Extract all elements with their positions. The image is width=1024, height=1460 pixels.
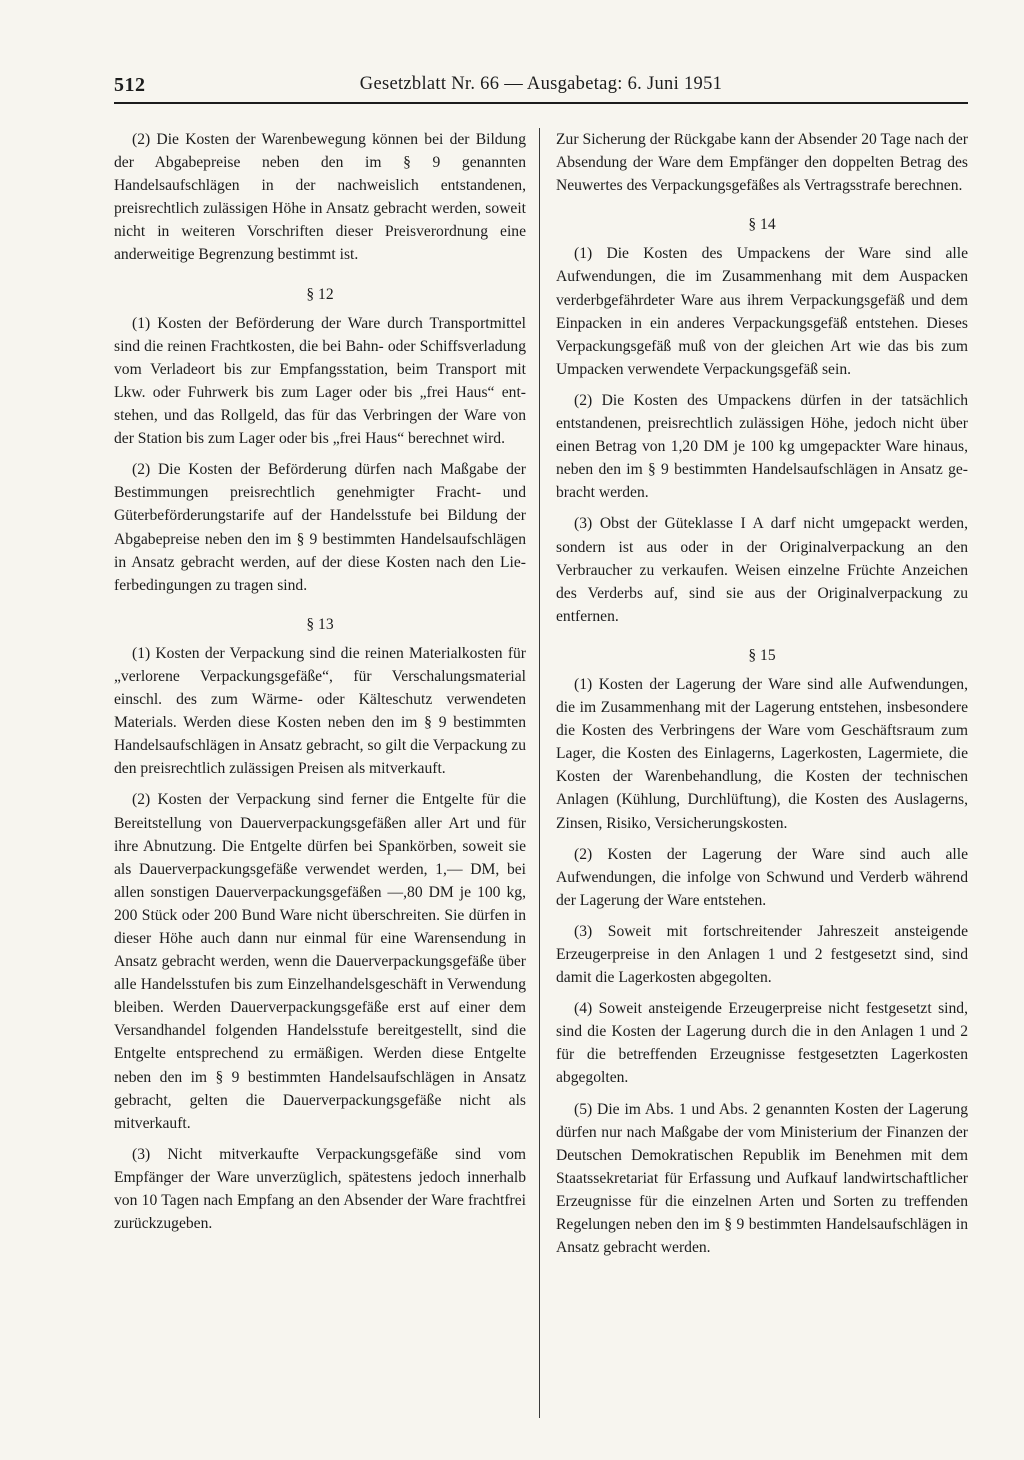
paragraph-s15-4: (4) Soweit ansteigende Erzeugerpreise nicht festgesetzt sind, sind die Kosten der Lagerung durch die in den Anlagen 1 und 2 für die betreffenden Erzeugnisse festgesetzten Lagerkosten abgegolten.: [556, 1000, 968, 1087]
paragraph-s11-2: (2) Die Kosten der Warenbewegung können bei der Bildung der Abgabepreise neben den im § 9 genannten Handelsaufschlägen in der nachweislich entstandenen, preisrechtlich zulässigen Höhe in Ansatz gebracht werden, soweit nicht in weiteren Vorschriften dieser Preisverordnung eine anderweitige Begrenzung bestimmt ist.: [114, 131, 526, 264]
paragraph-s15-5: (5) Die im Abs. 1 und Abs. 2 genannten Kosten der Lagerung dürfen nur nach Maßgabe der vom Ministerium der Finanzen der Deutschen Demokratischen Republik im Benehmen mit dem Staatssekretariat für Erfassung und Aufkauf landwirtschaftlicher Erzeugnisse für die einzelnen Arten und Sorten zu treffenden Regelungen neben den im § 9 bestimmten Handelsaufschlägen in Ansatz gebracht werden.: [556, 1100, 968, 1257]
paragraph-s14-3: (3) Obst der Güteklasse I A darf nicht umgepackt werden, sondern ist aus oder in der Originalverpackung an den Verbraucher zu verkaufen. Weisen einzelne Früchte Anzeichen des Verderbs auf, sind sie aus der Originalverpackung zu entfernen.: [556, 515, 968, 625]
page-header: [114, 72, 968, 104]
left-column: [114, 128, 526, 1243]
paragraph-s12-2: (2) Die Kosten der Beförderung dürfen nach Maßgabe der Bestimmungen preisrechtlich genehmigter Fracht- und Güterbeförderungstarife auf der Handelsstufe bei Bildung der Abgabepreise neben den im § 9 bestimmten Handelsaufschlägen in Ansatz gebracht werden, auf der diese Kosten nach den Lieferbedingungen zu tragen sind.: [114, 461, 526, 594]
section-heading-14: § 14: [748, 216, 776, 234]
running-title: Gesetzblatt Nr. 66 — Ausgabetag: 6. Juni 1951: [359, 74, 723, 94]
paragraph-s14-1: (1) Die Kosten des Umpackens der Ware sind alle Aufwendungen, die im Zusammenhang mit dem Auspacken verderbgefährdeter Ware aus ihrem Verpackungsgefäß und dem Einpacken in ein anderes Verpackungsgefäß entstehen. Dieses Verpackungsgefäß muß von der gleichen Art wie das bis zum Umpacken verwendete Verpackungsgefäß sein.: [556, 245, 968, 378]
paragraph-s15-1: (1) Kosten der Lagerung der Ware sind alle Aufwendungen, die im Zusammenhang mit der Lagerung entstehen, insbesondere die Kosten des Verbringens der Ware vom Geschäftsraum zum Lager, die Kosten des Einlagerns, Lagerkosten, Lagermiete, die Kosten der Warenbehandlung, die Kosten der technischen Anlagen (Kühlung, Durchlüftung), die Kosten des Auslagerns, Zinsen, Risiko, Versicherungskosten.: [556, 675, 968, 832]
column-divider: [539, 128, 540, 1418]
section-heading-13: § 13: [306, 615, 334, 633]
section-heading-15: § 15: [748, 646, 776, 664]
paragraph-s13-2: (2) Kosten der Verpackung sind ferner die Entgelte für die Bereitstellung von Dauerverpackungsgefäßen aller Art und für ihre Abnutzung. Die Entgelte dürfen bei Spankörben, soweit sie als Dauerverpackungsgefäße verwendet werden, 1,— DM, bei allen sonstigen Dauerverpackungsgefäßen —,80 DM je 100 kg, 200 Stück oder 200 Bund Ware nicht überschreiten. Sie dürfen in dieser Höhe auch dann nur einmal für eine Warensendung in Ansatz gebracht werden, wenn die Dauerverpackungsgefäße über alle Handelsstufen bis zum Einzelhandelsgeschäft in Verwendung bleiben. Werden Dauerverpackungsgefäße erst auf einer dem Versandhandel folgenden Handelsstufe bereitgestellt, sind die Entgelte entsprechend zu ermäßigen. Werden diese Entgelte neben den im § 9 bestimmten Handelsaufschlägen in Ansatz gebracht, gelten die Dauerverpackungsgefäße nicht als mitverkauft.: [114, 791, 526, 1132]
paragraph-s12-1: (1) Kosten der Beförderung der Ware durch Transportmittel sind die reinen Frachtkosten, die bei Bahn- oder Schiffsverladung vom Verladeort bis zur Empfangsstation, beim Transport mit Lkw. oder Fuhrwerk bis zum Lager oder bis „frei Haus“ entstehen, und das Rollgeld, das für das Verbringen der Ware von der Station bis zum Lager oder bis „frei Haus“ berechnet wird.: [114, 314, 526, 448]
paragraph-s14-2: (2) Die Kosten des Umpackens dürfen in der tatsächlich entstandenen, preisrechtlich zulässigen Höhe, jedoch nicht über einen Betrag von 1,20 DM je 100 kg umgepackter Ware hinaus, neben den im § 9 bestimmten Handelsaufschlägen in Ansatz gebracht werden.: [556, 391, 968, 502]
page-number: 512: [114, 74, 146, 96]
paragraph-s15-2: (2) Kosten der Lagerung der Ware sind auch alle Aufwendungen, die infolge von Schwund und Verderb während der Lagerung der Ware entstehen.: [556, 845, 968, 909]
right-column: [556, 128, 968, 1267]
paragraph-s13-3-continued: Zur Sicherung der Rückgabe kann der Absender 20 Tage nach der Absendung der Ware dem Empfänger den doppelten Betrag des Neuwertes des Verpackungsgefäßes als Vertragsstrafe berechnen.: [556, 131, 968, 195]
paragraph-s15-3: (3) Soweit mit fortschreitender Jahreszeit ansteigende Erzeugerpreise in den Anlagen 1 und 2 festgesetzt sind, sind damit die Lagerkosten abgegolten.: [556, 922, 968, 987]
paragraph-s13-3: (3) Nicht mitverkaufte Verpackungsgefäße sind vom Empfänger der Ware unverzüglich, spätestens jedoch innerhalb von 10 Tagen nach Empfang an den Absender der Ware frachtfrei zurückzugeben.: [114, 1145, 526, 1233]
section-heading-12: § 12: [306, 285, 334, 303]
paragraph-s13-1: (1) Kosten der Verpackung sind die reinen Materialkosten für „verlorene Verpackungsgefäße“, für Verschalungsmaterial einschl. des zum Wärme- oder Kälteschutz verwendeten Materials. Werden diese Kosten neben den im § 9 bestimmten Handelsaufschlägen in Ansatz gebracht, so gilt die Verpackung zu den preisrechtlich zulässigen Preisen als mitverkauft.: [114, 644, 526, 778]
